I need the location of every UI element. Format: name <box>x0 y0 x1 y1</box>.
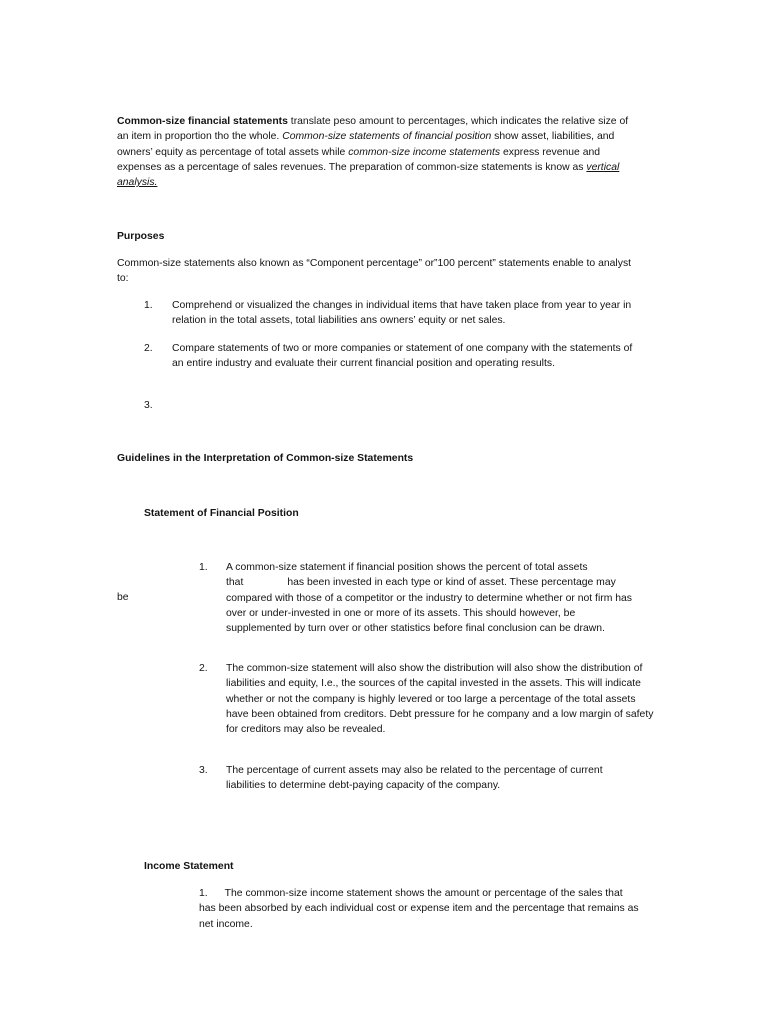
sfp-item-1-number: 1. <box>199 562 208 573</box>
sfp-item-2-number: 2. <box>199 663 208 674</box>
sfp-stray-word: be <box>117 592 129 603</box>
sfp-heading: Statement of Financial Position <box>144 508 299 519</box>
sfp-item-1-line-2b: has been invested in each type or kind of asset. These percentage may <box>287 577 616 589</box>
intro-text-3: express revenue and expenses as a percentage of sales revenues. The preparation of common-size statements is know as <box>117 146 601 173</box>
purpose-item-2-text: Compare statements of two or more companies or statement of one company with the statements of an entire industry and evaluate their current financial position and operating results. <box>172 343 633 370</box>
intro-is-term: common-size income statements <box>348 146 501 158</box>
purpose-item-2 <box>144 341 656 389</box>
income-item-1 <box>199 886 639 932</box>
purposes-heading: Purposes <box>117 231 165 242</box>
intro-text-2: show asset, liabilities, and owners’ equity as percentage of total assets while <box>117 131 615 158</box>
sfp-item-1-line-2 <box>226 575 666 590</box>
intro-text-1: translate peso amount to percentages, which indicates the relative size of an item in proportion tho the whole. <box>117 116 629 143</box>
sfp-item-2 <box>199 661 669 753</box>
guidelines-heading: Guidelines in the Interpretation of Common-size Statements <box>117 453 414 464</box>
income-item-1-text: The common-size income statement shows the amount or percentage of the sales that has been absorbed by each individual cost or expense item and the percentage that remains as net income. <box>199 888 639 930</box>
sfp-item-1-rest: compared with those of a competitor or the industry to determine whether or not firm has over or under-invested in one or more of its assets. This should however, be supplemented by turn over or other statistics before final conclusion can be drawn. <box>226 592 633 635</box>
purpose-item-3 <box>144 398 656 414</box>
purpose-item-1-number: 1. <box>144 300 153 311</box>
income-item-1-number: 1. <box>199 888 208 899</box>
intro-va-term: vertical analysis. <box>117 161 620 189</box>
sfp-item-1-text <box>226 560 666 636</box>
sfp-item-3-text: The percentage of current assets may also be related to the percentage of current liabilities to determine debt-paying capacity of the company. <box>226 765 603 792</box>
intro-term: Common-size financial statements <box>117 116 288 127</box>
purpose-item-1 <box>144 298 656 330</box>
sfp-item-1-line-1: A common-size statement if financial position shows the percent of total assets <box>226 562 588 573</box>
purpose-item-3-number: 3. <box>144 400 153 411</box>
sfp-item-1 <box>199 560 669 652</box>
purpose-item-2-number: 2. <box>144 343 153 354</box>
sfp-item-3 <box>199 763 669 795</box>
income-heading: Income Statement <box>144 861 234 872</box>
intro-paragraph <box>117 114 637 190</box>
sfp-item-1-line-2a: that <box>226 577 244 589</box>
sfp-item-3-number: 3. <box>199 765 208 776</box>
purpose-item-1-text: Comprehend or visualized the changes in individual items that have taken place from year to year in relation in the total assets, total liabilities ans owners’ equity or net sales. <box>172 300 632 327</box>
sfp-item-2-text: The common-size statement will also show the distribution will also show the distribution of liabilities and equity, I.e., the sources of the capital invested in the assets. This will indicate whether or not the company is highly levered or too large a percentage of the total assets have been obtained from creditors. Debt pressure for he company and a low margin of safety for creditors may also be revealed. <box>226 663 654 736</box>
purposes-lead: Common-size statements also known as “Component percentage” or”100 percent” statements enable to analyst to: <box>117 258 632 285</box>
intro-sfp-term: Common-size statements of financial position <box>282 131 492 143</box>
